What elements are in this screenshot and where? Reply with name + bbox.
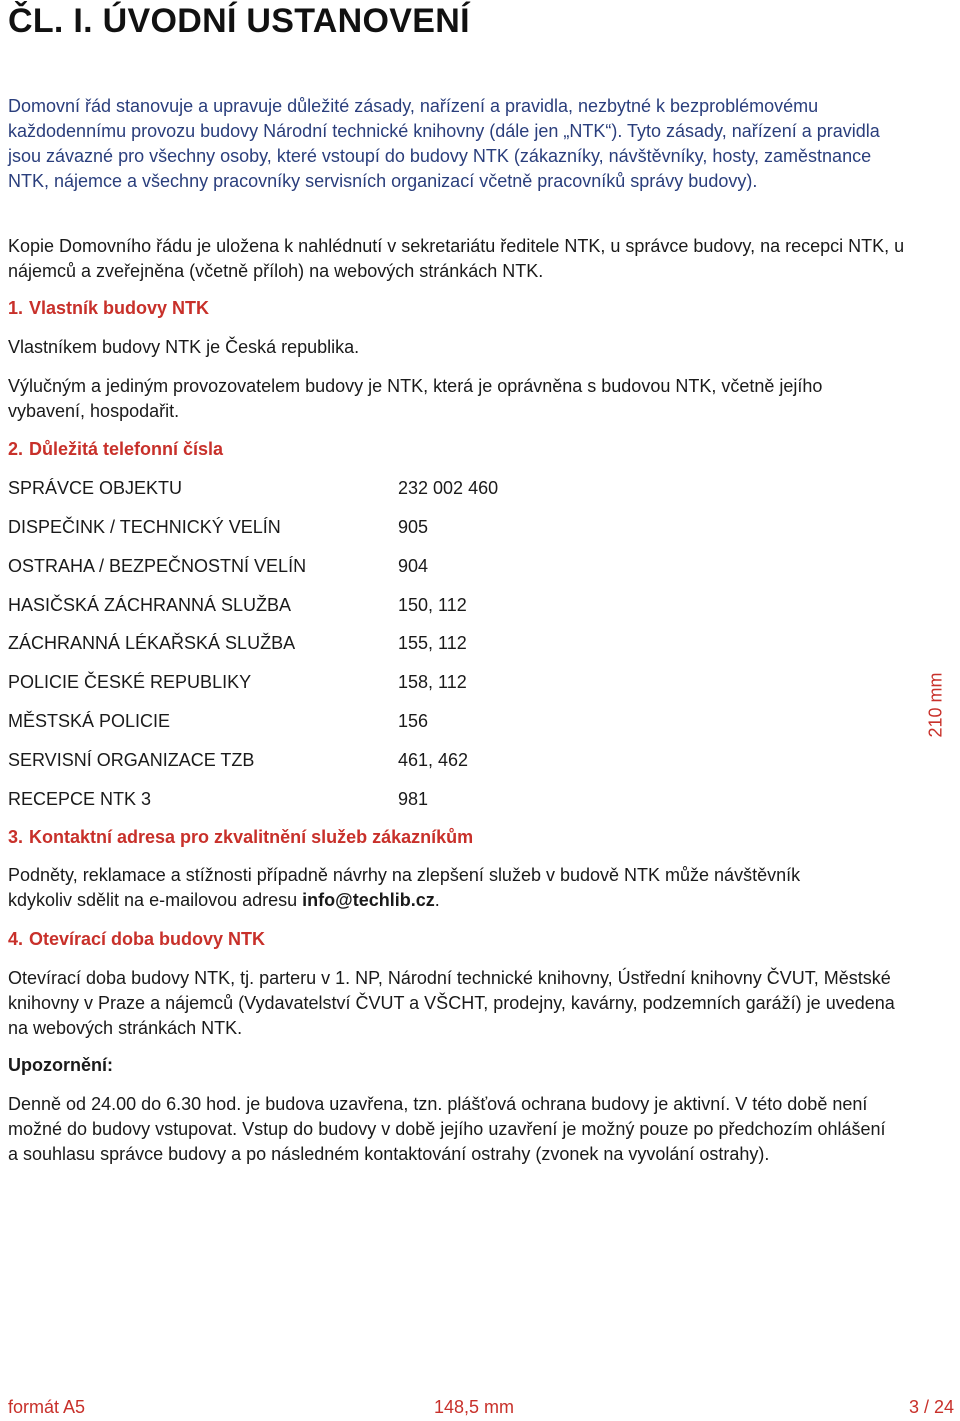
operator-paragraph: Výlučným a jediným provozovatelem budovy je NTK, která je oprávněna s budovou NTK, včetně jejího vybavení, hospodařit.: [8, 376, 823, 421]
phone-name: MĚSTSKÁ POLICIE: [8, 711, 171, 731]
phone-number: 150, 112: [398, 595, 467, 615]
section-2-heading: [8, 437, 223, 462]
phone-name: RECEPCE NTK 3: [8, 789, 152, 809]
section-1-heading: [8, 296, 209, 321]
opening-hours-paragraph: Otevírací doba budovy NTK, tj. parteru v 1. NP, Národní technické knihovny, Ústřední knihovny ČVUT, Městské knihovny v Praze a nájemců (Vydavatelství ČVUT a VŠCHT, prodejny, kavárny, podzemních garáží) je uvedena na webových stránkách NTK.: [8, 968, 895, 1038]
phone-number: 155, 112: [398, 633, 467, 653]
copy-paragraph: Kopie Domovního řádu je uložena k nahlédnutí v sekretariátu ředitele NTK, u správce budovy, na recepci NTK, u nájemců a zveřejněna (včetně příloh) na webových stránkách NTK.: [8, 236, 905, 281]
contact-paragraph: [8, 863, 868, 913]
footer-width: 148,5 mm: [434, 1397, 515, 1417]
phone-name: ZÁCHRANNÁ LÉKAŘSKÁ SLUŽBA: [8, 633, 296, 653]
contact-text: Podněty, reklamace a stížnosti případně návrhy na zlepšení služeb v budově NTK může návštěvník kdykoliv sdělit na e-mailovou adresu: [8, 865, 801, 910]
warning-label: Upozornění:: [8, 1055, 113, 1075]
section-4-title: Otevírací doba budovy NTK: [29, 929, 266, 949]
contact-tail: .: [434, 890, 440, 910]
footer-page-number: 3 / 24: [908, 1397, 954, 1417]
page-height-label: 210 mm: [925, 672, 946, 738]
phone-number: 905: [398, 517, 429, 537]
section-1-title: Vlastník budovy NTK: [29, 298, 210, 318]
footer-format: formát A5: [8, 1397, 86, 1417]
section-1-number: 1.: [8, 298, 24, 318]
section-2-number: 2.: [8, 439, 24, 459]
phone-number: 981: [398, 789, 429, 809]
phone-name: HASIČSKÁ ZÁCHRANNÁ SLUŽBA: [8, 595, 292, 615]
section-3-number: 3.: [8, 827, 24, 847]
phone-name: SERVISNÍ ORGANIZACE TZB: [8, 750, 255, 770]
phone-name: DISPEČINK / TECHNICKÝ VELÍN: [8, 517, 281, 537]
phone-number: 461, 462: [398, 750, 469, 770]
phone-number: 158, 112: [398, 672, 467, 692]
warning-paragraph: Denně od 24.00 do 6.30 hod. je budova uzavřena, tzn. plášťová ochrana budovy je aktivní. V této době není možné do budovy vstupovat. Vstup do budovy v době jejího uzavření je možný pouze po předchozím ohlášení a souhlasu správce budovy a po následném kontaktování ostrahy (zvonek na vyvolání ostrahy).: [8, 1094, 886, 1164]
phone-number: 156: [398, 711, 429, 731]
section-4-number: 4.: [8, 929, 24, 949]
phone-number: 232 002 460: [398, 478, 499, 498]
intro-paragraph: Domovní řád stanovuje a upravuje důležité zásady, nařízení a pravidla, nezbytné k bezproblémovému každodennímu provozu budovy Národní technické knihovny (dále jen „NTK“). Tyto zásady, nařízení a pravidla jsou závazné pro všechny osoby, které vstoupí do budovy NTK (zákazníky, návštěvníky, hosty, zaměstnance NTK, nájemce a všechny pracovníky servisních organizací včetně pracovníků správy budovy).: [8, 96, 880, 191]
section-4-heading: [8, 927, 265, 952]
phone-name: SPRÁVCE OBJEKTU: [8, 478, 183, 498]
section-3-title: Kontaktní adresa pro zkvalitnění služeb zákazníkům: [29, 827, 474, 847]
section-3-heading: [8, 825, 473, 850]
phone-name: OSTRAHA / BEZPEČNOSTNÍ VELÍN: [8, 556, 307, 576]
phone-name: POLICIE ČESKÉ REPUBLIKY: [8, 672, 252, 692]
phone-number: 904: [398, 556, 429, 576]
owner-paragraph: Vlastníkem budovy NTK je Česká republika.: [8, 337, 360, 357]
contact-email-link[interactable]: info@techlib.cz: [302, 890, 435, 910]
section-2-title: Důležitá telefonní čísla: [29, 439, 224, 459]
page-title: ČL. I. ÚVODNÍ USTANOVENÍ: [8, 2, 470, 40]
